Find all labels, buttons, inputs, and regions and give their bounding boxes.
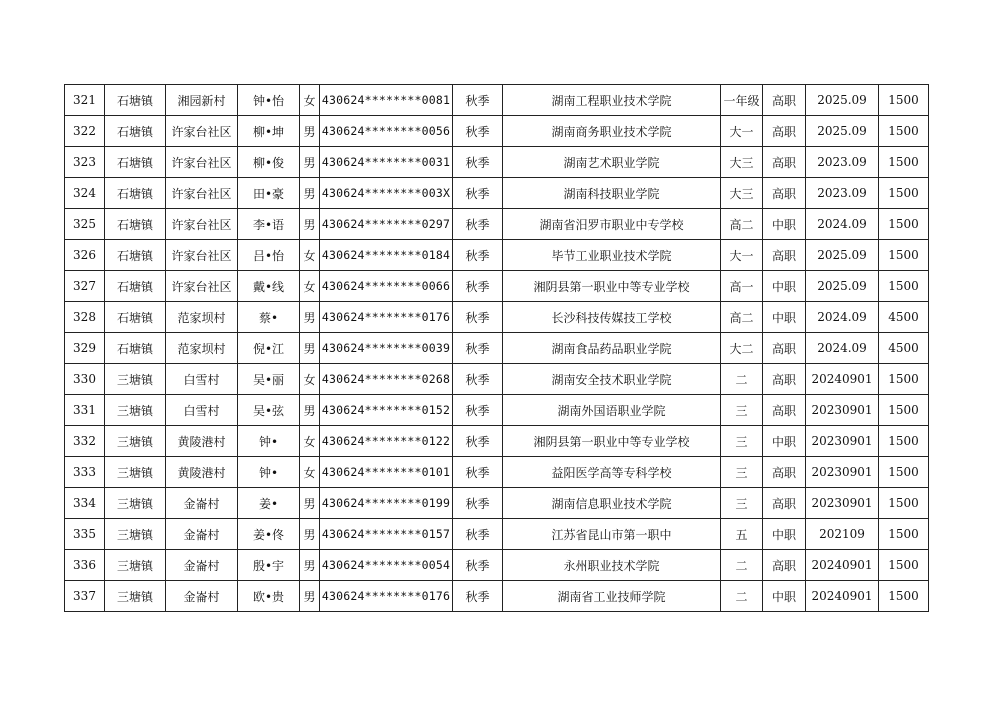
id-number-cell: 430624********003X — [320, 178, 453, 209]
school-cell: 湘阴县第一职业中等专业学校 — [503, 271, 721, 302]
table-row — [65, 240, 929, 271]
table-row — [65, 457, 929, 488]
term-cell: 秋季 — [453, 364, 503, 395]
table-body — [65, 85, 929, 612]
enroll-date-cell: 2025.09 — [806, 240, 879, 271]
subsidy-amount-cell: 1500 — [879, 271, 929, 302]
table-row — [65, 550, 929, 581]
village-cell: 许家台社区 — [166, 240, 238, 271]
row-number-cell: 333 — [65, 457, 105, 488]
education-level-cell: 高职 — [763, 240, 806, 271]
school-cell: 长沙科技传媒技工学校 — [503, 302, 721, 333]
town-cell: 三塘镇 — [105, 426, 166, 457]
id-number-cell: 430624********0054 — [320, 550, 453, 581]
gender-cell: 男 — [300, 395, 320, 426]
table-row — [65, 209, 929, 240]
school-cell: 湖南省汨罗市职业中专学校 — [503, 209, 721, 240]
gender-cell: 男 — [300, 178, 320, 209]
id-number-cell: 430624********0101 — [320, 457, 453, 488]
student-name-cell: 倪•江 — [238, 333, 300, 364]
student-name-cell: 柳•坤 — [238, 116, 300, 147]
town-cell: 三塘镇 — [105, 581, 166, 612]
table-row — [65, 395, 929, 426]
subsidy-amount-cell: 1500 — [879, 426, 929, 457]
row-number-cell: 334 — [65, 488, 105, 519]
table-row — [65, 116, 929, 147]
term-cell: 秋季 — [453, 333, 503, 364]
education-level-cell: 高职 — [763, 85, 806, 116]
enroll-date-cell: 20240901 — [806, 550, 879, 581]
village-cell: 许家台社区 — [166, 209, 238, 240]
enroll-date-cell: 2024.09 — [806, 209, 879, 240]
enroll-date-cell: 20230901 — [806, 457, 879, 488]
village-cell: 金崙村 — [166, 519, 238, 550]
education-level-cell: 中职 — [763, 426, 806, 457]
subsidy-amount-cell: 1500 — [879, 85, 929, 116]
id-number-cell: 430624********0066 — [320, 271, 453, 302]
row-number-cell: 326 — [65, 240, 105, 271]
town-cell: 石塘镇 — [105, 271, 166, 302]
gender-cell: 男 — [300, 302, 320, 333]
grade-cell: 高二 — [721, 209, 763, 240]
school-cell: 毕节工业职业技术学院 — [503, 240, 721, 271]
row-number-cell: 337 — [65, 581, 105, 612]
student-name-cell: 田•豪 — [238, 178, 300, 209]
town-cell: 三塘镇 — [105, 457, 166, 488]
town-cell: 石塘镇 — [105, 147, 166, 178]
id-number-cell: 430624********0176 — [320, 302, 453, 333]
row-number-cell: 329 — [65, 333, 105, 364]
grade-cell: 三 — [721, 395, 763, 426]
enroll-date-cell: 20240901 — [806, 581, 879, 612]
education-level-cell: 高职 — [763, 550, 806, 581]
term-cell: 秋季 — [453, 85, 503, 116]
table-row — [65, 333, 929, 364]
village-cell: 湘园新村 — [166, 85, 238, 116]
id-number-cell: 430624********0157 — [320, 519, 453, 550]
village-cell: 黄陵港村 — [166, 457, 238, 488]
enroll-date-cell: 2025.09 — [806, 271, 879, 302]
gender-cell: 男 — [300, 488, 320, 519]
student-name-cell: 柳•俊 — [238, 147, 300, 178]
enroll-date-cell: 2024.09 — [806, 302, 879, 333]
town-cell: 石塘镇 — [105, 178, 166, 209]
term-cell: 秋季 — [453, 457, 503, 488]
row-number-cell: 325 — [65, 209, 105, 240]
gender-cell: 男 — [300, 147, 320, 178]
student-name-cell: 蔡• — [238, 302, 300, 333]
village-cell: 许家台社区 — [166, 271, 238, 302]
subsidy-amount-cell: 1500 — [879, 364, 929, 395]
town-cell: 三塘镇 — [105, 550, 166, 581]
education-level-cell: 高职 — [763, 364, 806, 395]
id-number-cell: 430624********0031 — [320, 147, 453, 178]
gender-cell: 男 — [300, 209, 320, 240]
id-number-cell: 430624********0122 — [320, 426, 453, 457]
term-cell: 秋季 — [453, 178, 503, 209]
education-level-cell: 中职 — [763, 581, 806, 612]
town-cell: 三塘镇 — [105, 395, 166, 426]
enroll-date-cell: 2025.09 — [806, 116, 879, 147]
term-cell: 秋季 — [453, 147, 503, 178]
enroll-date-cell: 20240901 — [806, 364, 879, 395]
row-number-cell: 331 — [65, 395, 105, 426]
gender-cell: 女 — [300, 85, 320, 116]
gender-cell: 男 — [300, 116, 320, 147]
school-cell: 湖南信息职业技术学院 — [503, 488, 721, 519]
student-name-cell: 钟•怡 — [238, 85, 300, 116]
school-cell: 湖南艺术职业学院 — [503, 147, 721, 178]
grade-cell: 三 — [721, 488, 763, 519]
grade-cell: 三 — [721, 426, 763, 457]
village-cell: 范家坝村 — [166, 302, 238, 333]
term-cell: 秋季 — [453, 302, 503, 333]
school-cell: 湖南工程职业技术学院 — [503, 85, 721, 116]
id-number-cell: 430624********0297 — [320, 209, 453, 240]
row-number-cell: 335 — [65, 519, 105, 550]
school-cell: 湖南食品药品职业学院 — [503, 333, 721, 364]
education-level-cell: 高职 — [763, 333, 806, 364]
table-row — [65, 488, 929, 519]
subsidy-amount-cell: 1500 — [879, 178, 929, 209]
school-cell: 湖南科技职业学院 — [503, 178, 721, 209]
village-cell: 黄陵港村 — [166, 426, 238, 457]
town-cell: 石塘镇 — [105, 302, 166, 333]
subsidy-amount-cell: 1500 — [879, 581, 929, 612]
gender-cell: 男 — [300, 581, 320, 612]
id-number-cell: 430624********0152 — [320, 395, 453, 426]
id-number-cell: 430624********0081 — [320, 85, 453, 116]
term-cell: 秋季 — [453, 519, 503, 550]
student-name-cell: 李•语 — [238, 209, 300, 240]
village-cell: 金崙村 — [166, 550, 238, 581]
id-number-cell: 430624********0056 — [320, 116, 453, 147]
school-cell: 湖南商务职业技术学院 — [503, 116, 721, 147]
table-row — [65, 426, 929, 457]
row-number-cell: 330 — [65, 364, 105, 395]
row-number-cell: 321 — [65, 85, 105, 116]
student-name-cell: 姜•佟 — [238, 519, 300, 550]
subsidy-amount-cell: 1500 — [879, 147, 929, 178]
grade-cell: 二 — [721, 364, 763, 395]
education-level-cell: 高职 — [763, 488, 806, 519]
grade-cell: 大三 — [721, 178, 763, 209]
grade-cell: 大一 — [721, 240, 763, 271]
student-name-cell: 姜• — [238, 488, 300, 519]
id-number-cell: 430624********0176 — [320, 581, 453, 612]
school-cell: 湖南安全技术职业学院 — [503, 364, 721, 395]
student-name-cell: 吴•丽 — [238, 364, 300, 395]
village-cell: 许家台社区 — [166, 116, 238, 147]
village-cell: 白雪村 — [166, 395, 238, 426]
student-name-cell: 殷•宇 — [238, 550, 300, 581]
gender-cell: 女 — [300, 426, 320, 457]
subsidy-amount-cell: 1500 — [879, 116, 929, 147]
education-level-cell: 高职 — [763, 178, 806, 209]
student-name-cell: 钟• — [238, 426, 300, 457]
row-number-cell: 327 — [65, 271, 105, 302]
grade-cell: 五 — [721, 519, 763, 550]
grade-cell: 高一 — [721, 271, 763, 302]
enroll-date-cell: 20230901 — [806, 488, 879, 519]
education-level-cell: 高职 — [763, 116, 806, 147]
school-cell: 湖南外国语职业学院 — [503, 395, 721, 426]
row-number-cell: 322 — [65, 116, 105, 147]
enroll-date-cell: 20230901 — [806, 395, 879, 426]
subsidy-amount-cell: 1500 — [879, 457, 929, 488]
education-level-cell: 中职 — [763, 519, 806, 550]
town-cell: 三塘镇 — [105, 519, 166, 550]
enroll-date-cell: 2023.09 — [806, 147, 879, 178]
gender-cell: 男 — [300, 519, 320, 550]
enroll-date-cell: 20230901 — [806, 426, 879, 457]
village-cell: 许家台社区 — [166, 147, 238, 178]
subsidy-amount-cell: 1500 — [879, 550, 929, 581]
school-cell: 永州职业技术学院 — [503, 550, 721, 581]
town-cell: 石塘镇 — [105, 85, 166, 116]
grade-cell: 大三 — [721, 147, 763, 178]
student-name-cell: 吕•怡 — [238, 240, 300, 271]
subsidy-amount-cell: 1500 — [879, 395, 929, 426]
table-row — [65, 519, 929, 550]
town-cell: 石塘镇 — [105, 209, 166, 240]
student-name-cell: 钟• — [238, 457, 300, 488]
table-row — [65, 147, 929, 178]
term-cell: 秋季 — [453, 395, 503, 426]
subsidy-amount-cell: 1500 — [879, 519, 929, 550]
term-cell: 秋季 — [453, 116, 503, 147]
school-cell: 湘阴县第一职业中等专业学校 — [503, 426, 721, 457]
student-subsidy-table — [64, 84, 929, 612]
village-cell: 白雪村 — [166, 364, 238, 395]
gender-cell: 女 — [300, 271, 320, 302]
town-cell: 石塘镇 — [105, 333, 166, 364]
term-cell: 秋季 — [453, 550, 503, 581]
enroll-date-cell: 2025.09 — [806, 85, 879, 116]
gender-cell: 女 — [300, 457, 320, 488]
gender-cell: 女 — [300, 240, 320, 271]
row-number-cell: 336 — [65, 550, 105, 581]
term-cell: 秋季 — [453, 271, 503, 302]
gender-cell: 女 — [300, 364, 320, 395]
subsidy-amount-cell: 1500 — [879, 488, 929, 519]
grade-cell: 大二 — [721, 333, 763, 364]
town-cell: 石塘镇 — [105, 240, 166, 271]
village-cell: 许家台社区 — [166, 178, 238, 209]
student-name-cell: 戴•线 — [238, 271, 300, 302]
grade-cell: 二 — [721, 581, 763, 612]
table-row — [65, 271, 929, 302]
gender-cell: 男 — [300, 333, 320, 364]
table-row — [65, 581, 929, 612]
village-cell: 金崙村 — [166, 581, 238, 612]
table-row — [65, 364, 929, 395]
grade-cell: 三 — [721, 457, 763, 488]
term-cell: 秋季 — [453, 240, 503, 271]
village-cell: 金崙村 — [166, 488, 238, 519]
subsidy-amount-cell: 1500 — [879, 209, 929, 240]
town-cell: 三塘镇 — [105, 488, 166, 519]
enroll-date-cell: 2023.09 — [806, 178, 879, 209]
student-name-cell: 欧•贵 — [238, 581, 300, 612]
term-cell: 秋季 — [453, 209, 503, 240]
table-row — [65, 302, 929, 333]
education-level-cell: 高职 — [763, 457, 806, 488]
table-row — [65, 178, 929, 209]
term-cell: 秋季 — [453, 488, 503, 519]
village-cell: 范家坝村 — [166, 333, 238, 364]
row-number-cell: 323 — [65, 147, 105, 178]
school-cell: 益阳医学高等专科学校 — [503, 457, 721, 488]
subsidy-amount-cell: 4500 — [879, 333, 929, 364]
gender-cell: 男 — [300, 550, 320, 581]
school-cell: 江苏省昆山市第一职中 — [503, 519, 721, 550]
education-level-cell: 中职 — [763, 302, 806, 333]
grade-cell: 高二 — [721, 302, 763, 333]
education-level-cell: 中职 — [763, 209, 806, 240]
row-number-cell: 332 — [65, 426, 105, 457]
term-cell: 秋季 — [453, 581, 503, 612]
education-level-cell: 高职 — [763, 395, 806, 426]
education-level-cell: 高职 — [763, 147, 806, 178]
id-number-cell: 430624********0184 — [320, 240, 453, 271]
term-cell: 秋季 — [453, 426, 503, 457]
row-number-cell: 324 — [65, 178, 105, 209]
id-number-cell: 430624********0199 — [320, 488, 453, 519]
grade-cell: 大一 — [721, 116, 763, 147]
table-row — [65, 85, 929, 116]
subsidy-amount-cell: 4500 — [879, 302, 929, 333]
id-number-cell: 430624********0039 — [320, 333, 453, 364]
subsidy-amount-cell: 1500 — [879, 240, 929, 271]
education-level-cell: 中职 — [763, 271, 806, 302]
enroll-date-cell: 2024.09 — [806, 333, 879, 364]
town-cell: 三塘镇 — [105, 364, 166, 395]
town-cell: 石塘镇 — [105, 116, 166, 147]
school-cell: 湖南省工业技师学院 — [503, 581, 721, 612]
grade-cell: 一年级 — [721, 85, 763, 116]
student-name-cell: 吴•弦 — [238, 395, 300, 426]
id-number-cell: 430624********0268 — [320, 364, 453, 395]
enroll-date-cell: 202109 — [806, 519, 879, 550]
grade-cell: 二 — [721, 550, 763, 581]
row-number-cell: 328 — [65, 302, 105, 333]
